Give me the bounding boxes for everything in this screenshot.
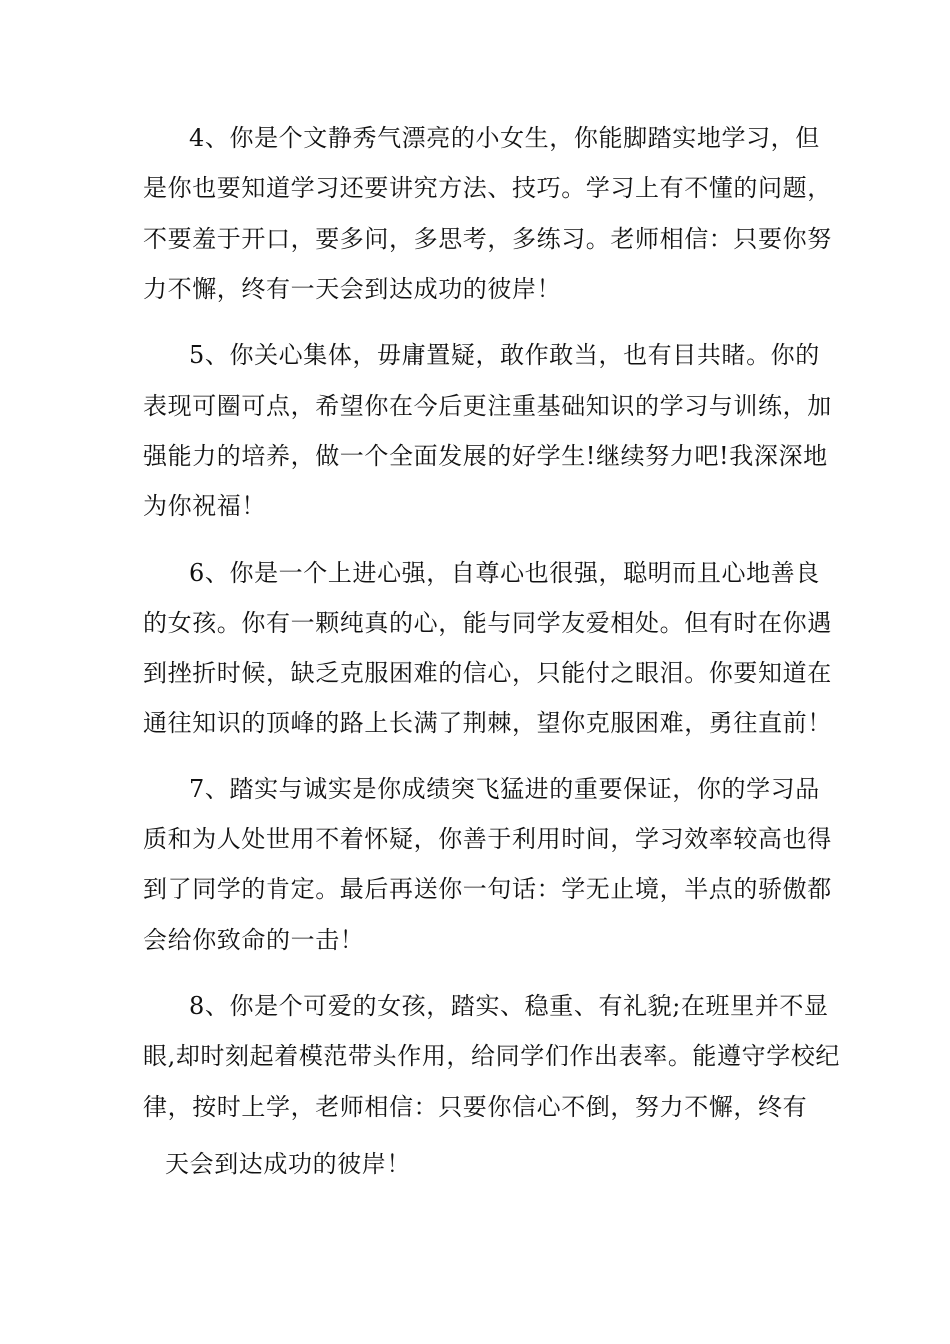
paragraph-8-line-4: 天会到达成功的彼岸！ <box>165 1150 411 1178</box>
paragraph-8-line-1: 8、你是个可爱的女孩，踏实、稳重、有礼貌;在班里并不显 <box>189 992 829 1020</box>
paragraph-5-line-4: 为你祝福！ <box>143 492 266 520</box>
paragraph-4-line-1: 4、你是个文静秀气漂亮的小女生，你能脚踏实地学习，但 <box>189 124 820 152</box>
paragraph-6-line-1: 6、你是一个上进心强，自尊心也很强，聪明而且心地善良 <box>189 559 820 587</box>
paragraph-4-line-2: 是你也要知道学习还要讲究方法、技巧。学习上有不懂的问题， <box>143 174 832 202</box>
paragraph-6-line-4: 通往知识的顶峰的路上长满了荆棘，望你克服困难，勇往直前！ <box>143 709 832 737</box>
paragraph-5-line-3: 强能力的培养，做一个全面发展的好学生!继续努力吧!我深深地 <box>143 442 828 470</box>
paragraph-8-line-3: 律，按时上学，老师相信：只要你信心不倒，努力不懈，终有 <box>143 1093 808 1121</box>
paragraph-6-line-3: 到挫折时候，缺乏克服困难的信心，只能付之眼泪。你要知道在 <box>143 659 832 687</box>
paragraph-7-line-1: 7、踏实与诚实是你成绩突飞猛进的重要保证，你的学习品 <box>189 775 820 803</box>
paragraph-5-line-2: 表现可圈可点，希望你在今后更注重基础知识的学习与训练，加 <box>143 392 832 420</box>
paragraph-8-line-2: 眼,却时刻起着模范带头作用，给同学们作出表率。能遵守学校纪 <box>143 1042 841 1070</box>
paragraph-7-line-2: 质和为人处世用不着怀疑，你善于利用时间，学习效率较高也得 <box>143 825 832 853</box>
paragraph-4-line-4: 力不懈，终有一天会到达成功的彼岸！ <box>143 275 562 303</box>
paragraph-5-line-1: 5、你关心集体，毋庸置疑，敢作敢当，也有目共睹。你的 <box>189 341 820 369</box>
paragraph-6-line-2: 的女孩。你有一颗纯真的心，能与同学友爱相处。但有时在你遇 <box>143 609 832 637</box>
paragraph-7-line-4: 会给你致命的一击！ <box>143 926 365 954</box>
paragraph-7-line-3: 到了同学的肯定。最后再送你一句话：学无止境，半点的骄傲都 <box>143 875 832 903</box>
paragraph-4-line-3: 不要羞于开口，要多问，多思考，多练习。老师相信：只要你努 <box>143 225 832 253</box>
